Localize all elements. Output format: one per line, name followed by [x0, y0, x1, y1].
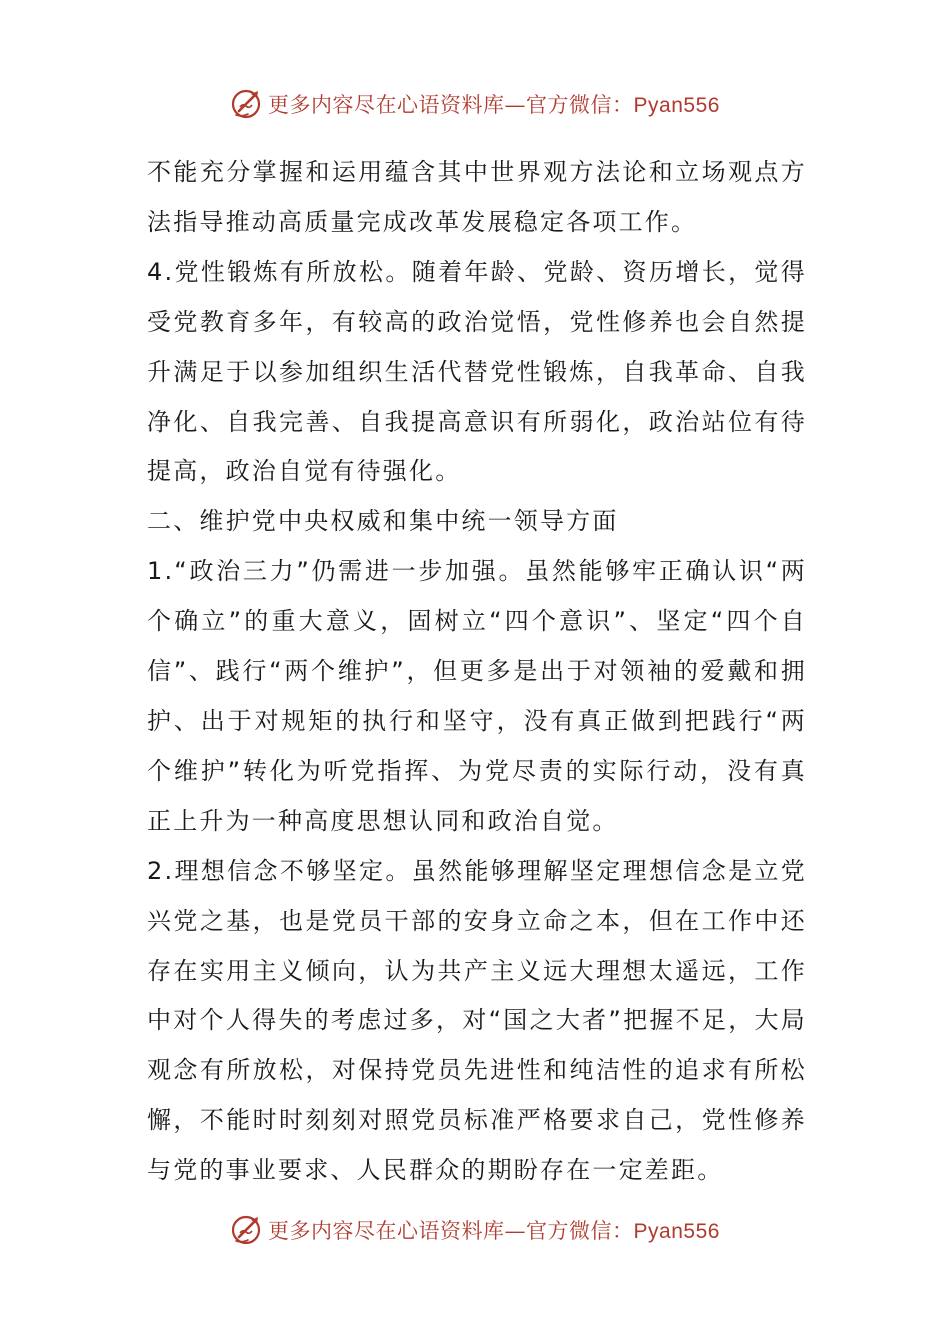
- paragraph-item-2: 2.理想信念不够坚定。虽然能够理解坚定理想信念是立党兴党之基，也是党员干部的安身立命之本，但在工作中还存在实用主义倾向，认为共产主义远大理想太遥远，工作中对个人得失的考虑过多，对“国之大者”把握不足，大局观念有所放松，对保持党员先进性和纯洁性的追求有所松懈，不能时时刻刻对照党员标准严格要求自己，党性修养与党的事业要求、人民群众的期盼存在一定差距。: [147, 856, 807, 1185]
- watermark-text: [268, 89, 720, 119]
- paragraph-item-1: 1.“政治三力”仍需进一步加强。虽然能够牢正确认识“两个确立”的重大意义，固树立“四个意识”、坚定“四个自信”、践行“两个维护”，但更多是出于对领袖的爱戴和拥护、出于对规矩的执行和坚守，没有真正做到把践行“两个维护”转化为听党指挥、为党尽责的实际行动，没有真正上升为一种高度思想认同和政治自觉。: [147, 557, 807, 835]
- footer-watermark: [0, 1208, 950, 1252]
- document-body: [147, 148, 807, 1196]
- pen-logo-icon: [230, 87, 264, 121]
- header-watermark: [0, 82, 950, 126]
- watermark-label: 更多内容尽在心语资料库—官方微信：: [268, 1219, 634, 1243]
- wechat-id: Pyan556: [633, 1220, 720, 1243]
- paragraph-continuation: 不能充分掌握和运用蕴含其中世界观方法论和立场观点方法指导推动高质量完成改革发展稳定各项工作。: [147, 158, 807, 236]
- watermark-label: 更多内容尽在心语资料库—官方微信：: [268, 93, 634, 117]
- section-heading: 二、维护党中央权威和集中统一领导方面: [147, 507, 619, 536]
- paragraph-item-4: 4.党性锻炼有所放松。随着年龄、党龄、资历增长，觉得受党教育多年，有较高的政治觉悟，党性修养也会自然提升满足于以参加组织生活代替党性锻炼，自我革命、自我净化、自我完善、自我提高意识有所弱化，政治站位有待提高，政治自觉有待强化。: [147, 257, 807, 486]
- pen-logo-icon: [230, 1213, 264, 1247]
- wechat-id: Pyan556: [633, 94, 720, 117]
- watermark-text: [268, 1215, 720, 1245]
